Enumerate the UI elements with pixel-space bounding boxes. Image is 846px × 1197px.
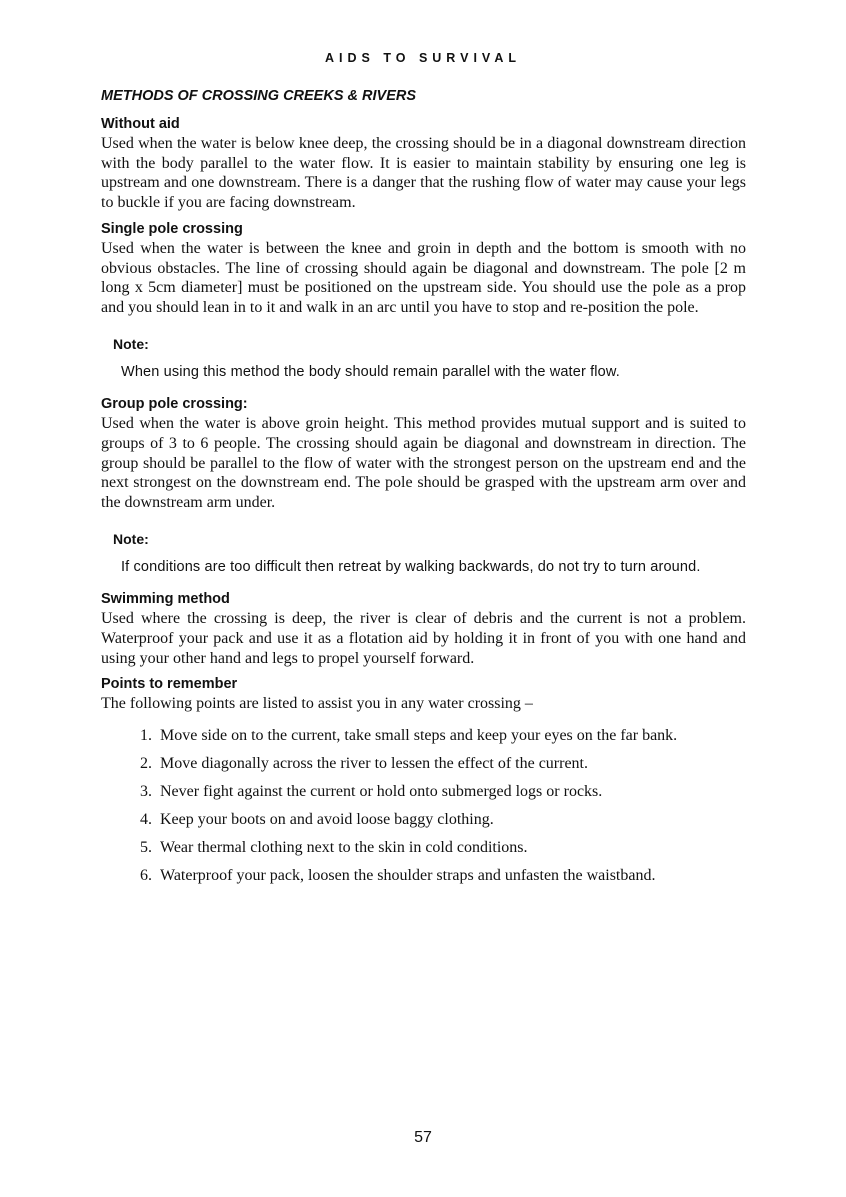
list-item-number: 3 . (101, 782, 152, 810)
points-heading: Points to remember (101, 676, 238, 693)
list-item (101, 726, 746, 754)
page-content (101, 88, 746, 901)
list-item (101, 754, 746, 782)
list-item-text: Wear thermal clothing next to the skin in cold conditions. (160, 838, 528, 856)
list-item-number: 4 . (101, 810, 152, 838)
note-text: When using this method the body should remain parallel with the water flow. (121, 363, 620, 380)
list-item-text: Never fight against the current or hold onto submerged logs or rocks. (160, 782, 603, 800)
list-item-text: Keep your boots on and avoid loose baggy clothing. (160, 810, 494, 828)
single-pole-section (101, 220, 746, 318)
list-item (101, 782, 746, 810)
section-title: METHODS OF CROSSING CREEKS & RIVERS (101, 88, 417, 104)
group-pole-text: Used when the water is above groin height. This method provides mutual support and is suited to groups of 3 to 6 people. The crossing should again be diagonal and downstream in direction. The group should be parallel to the flow of water with the strongest person on the upstream end and the next strongest on the downstream end. The pole should be grasped with the upstream arm over and the downstream arm under. (101, 415, 746, 511)
single-pole-text: Used when the water is between the knee and groin in depth and the bottom is smooth with no obvious obstacles. The line of crossing should again be diagonal and downstream. The pole [2 m long x 5cm diameter] must be positioned on the upstream side. You should use the pole as a prop and you should lean in to it and walk in an arc until you have to stop and re-position the pole. (101, 239, 746, 316)
note-text: If conditions are too difficult then retreat by walking backwards, do not try to turn around. (121, 558, 701, 575)
note-box (113, 335, 746, 382)
without-aid-text: Used when the water is below knee deep, the crossing should be in a diagonal downstream direction with the body parallel to the water flow. It is easier to maintain stability by ensuring one leg is upstream and one downstream. There is a danger that the rushing flow of water may cause your legs to buckle if you are facing downstream. (101, 135, 746, 212)
points-list (101, 726, 746, 894)
list-item (101, 866, 746, 894)
list-item-number: 6 . (101, 866, 152, 894)
without-aid-heading: Without aid (101, 116, 180, 132)
swimming-text: Used where the crossing is deep, the river is clear of debris and the current is not a problem. Waterproof your pack and use it as a flotation aid by holding it in front of you with one hand and using your other hand and legs to propel yourself forward. (101, 610, 746, 667)
list-item (101, 838, 746, 866)
list-item-text: Move side on to the current, take small steps and keep your eyes on the far bank. (160, 726, 678, 744)
list-item-number: 5 . (101, 838, 152, 866)
list-item (101, 810, 746, 838)
swimming-heading: Swimming method (101, 591, 230, 608)
points-intro: The following points are listed to assist you in any water crossing – (101, 695, 533, 713)
single-pole-heading: Single pole crossing (101, 220, 243, 237)
list-item-text: Move diagonally across the river to lessen the effect of the current. (160, 754, 588, 772)
list-item-number: 1 . (101, 726, 152, 754)
without-aid-section (101, 115, 746, 213)
group-pole-section (101, 395, 746, 513)
points-section (101, 675, 746, 894)
list-item-number: 2 . (101, 754, 152, 782)
page-number: 57 (414, 1129, 432, 1146)
list-item-text: Waterproof your pack, loosen the shoulder straps and unfasten the waistband. (160, 866, 656, 884)
swimming-section (101, 590, 746, 668)
group-pole-heading: Group pole crossing: (101, 396, 248, 413)
running-head: AIDS TO SURVIVAL (325, 51, 521, 65)
note-label: Note: (113, 530, 149, 547)
note-label: Note: (113, 335, 149, 352)
note-box (113, 530, 746, 577)
